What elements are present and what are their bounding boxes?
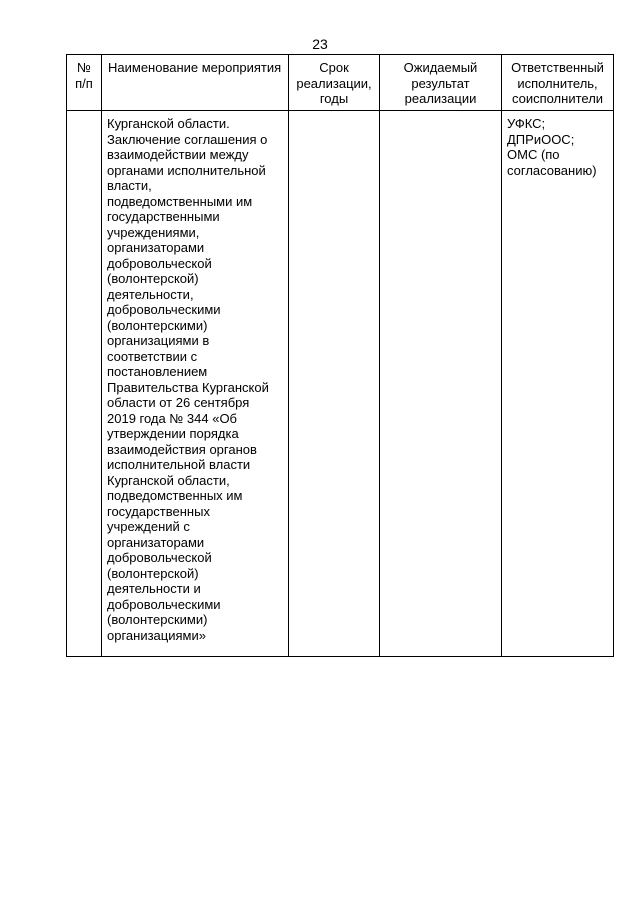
cell-term [289, 111, 380, 657]
header-number: № п/п [67, 55, 102, 111]
cell-responsible: УФКС; ДПРиООС; ОМС (по согласованию) [502, 111, 614, 657]
page-number: 23 [312, 36, 328, 52]
cell-activity-name: Курганской области. Заключение соглашения о взаимодействии между органами исполнительной власти, подведомственными им государственными учреждениями, организаторами добровольческой (волонтерской) деятельности, добровольческими (волонтерскими) организациями в соответствии с постановлением Правительства Курганской области от 26 сентября 2019 года № 344 «Об утверждении порядка взаимодействия органов исполнительной власти Курганской области, подведомственных им государственных учреждений с организаторами добровольческой (волонтерской) деятельности и добровольческими (волонтерскими) организациями» [102, 111, 289, 657]
activities-table [66, 54, 614, 657]
header-responsible: Ответственный исполнитель, соисполнители [502, 55, 614, 111]
header-expected-result: Ожидаемый результат реализации [380, 55, 502, 111]
cell-number [67, 111, 102, 657]
table-header-row [67, 55, 614, 111]
cell-expected-result [380, 111, 502, 657]
table-row [67, 111, 614, 657]
header-term: Срок реализации, годы [289, 55, 380, 111]
header-activity-name: Наименование мероприятия [102, 55, 289, 111]
